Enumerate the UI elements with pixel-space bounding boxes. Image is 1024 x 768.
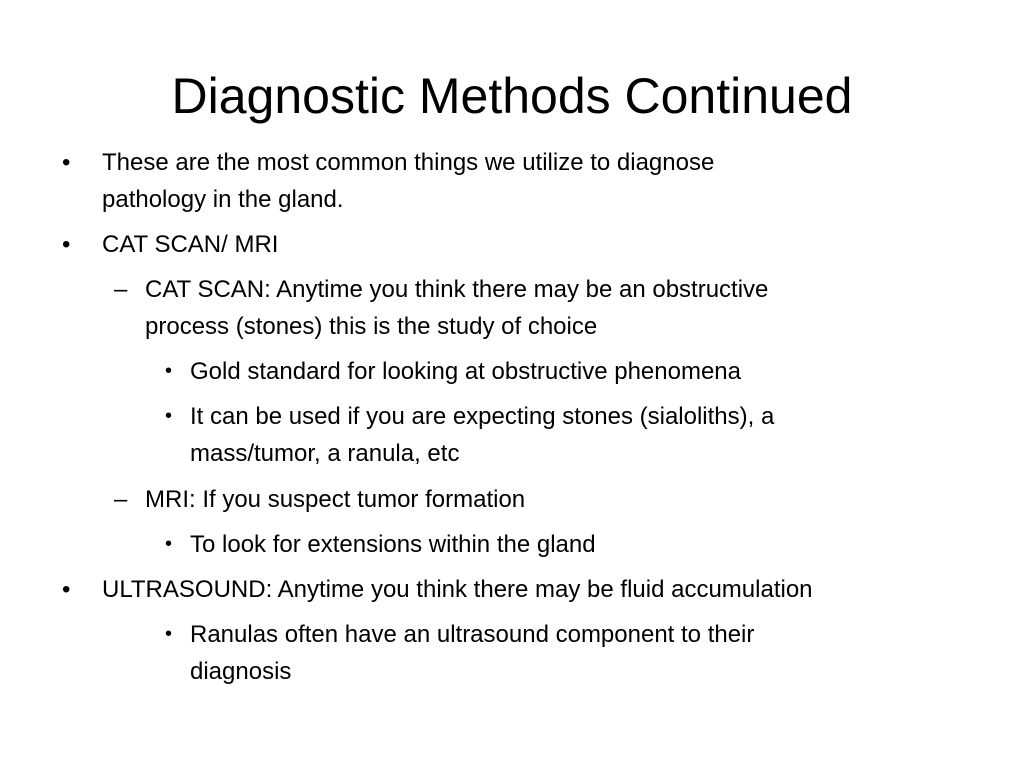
list-item-line: Gold standard for looking at obstructive phenomena xyxy=(190,358,742,385)
bullet-marker: • xyxy=(165,360,173,382)
bullet-marker: • xyxy=(62,149,71,176)
dash-marker: – xyxy=(114,486,128,513)
list-item-line: To look for extensions within the gland xyxy=(190,531,596,558)
list-item-line: process (stones) this is the study of choice xyxy=(145,313,598,340)
list-item-line: It can be used if you are expecting stones (sialoliths), a xyxy=(190,403,775,430)
list-item-text xyxy=(102,144,714,218)
list-item-line: diagnosis xyxy=(190,658,292,685)
list-item-text xyxy=(102,226,278,263)
list-item-line: These are the most common things we utilize to diagnose xyxy=(102,149,715,176)
list-item-line: CAT SCAN/ MRI xyxy=(102,231,279,258)
list-item-text xyxy=(145,481,525,518)
list-item-text xyxy=(190,398,774,472)
list-item-text xyxy=(190,353,741,390)
list-item-text xyxy=(102,571,813,608)
bullet-marker: • xyxy=(165,623,173,645)
bullet-marker: • xyxy=(165,533,173,555)
dash-marker: – xyxy=(114,276,128,303)
list-item-line: CAT SCAN: Anytime you think there may be an obstructive xyxy=(145,276,769,303)
list-item-line: pathology in the gland. xyxy=(102,186,344,213)
list-item-text xyxy=(190,526,596,563)
list-item-text xyxy=(190,616,754,690)
bullet-marker: • xyxy=(62,231,71,258)
list-item-line: MRI: If you suspect tumor formation xyxy=(145,486,526,513)
bullet-marker: • xyxy=(62,576,71,603)
list-item-text xyxy=(145,271,768,345)
list-item-line: mass/tumor, a ranula, etc xyxy=(190,440,460,467)
slide-title: Diagnostic Methods Continued xyxy=(171,68,853,124)
list-item-line: ULTRASOUND: Anytime you think there may be fluid accumulation xyxy=(102,576,813,603)
list-item-line: Ranulas often have an ultrasound component to their xyxy=(190,621,755,648)
bullet-marker: • xyxy=(165,405,173,427)
